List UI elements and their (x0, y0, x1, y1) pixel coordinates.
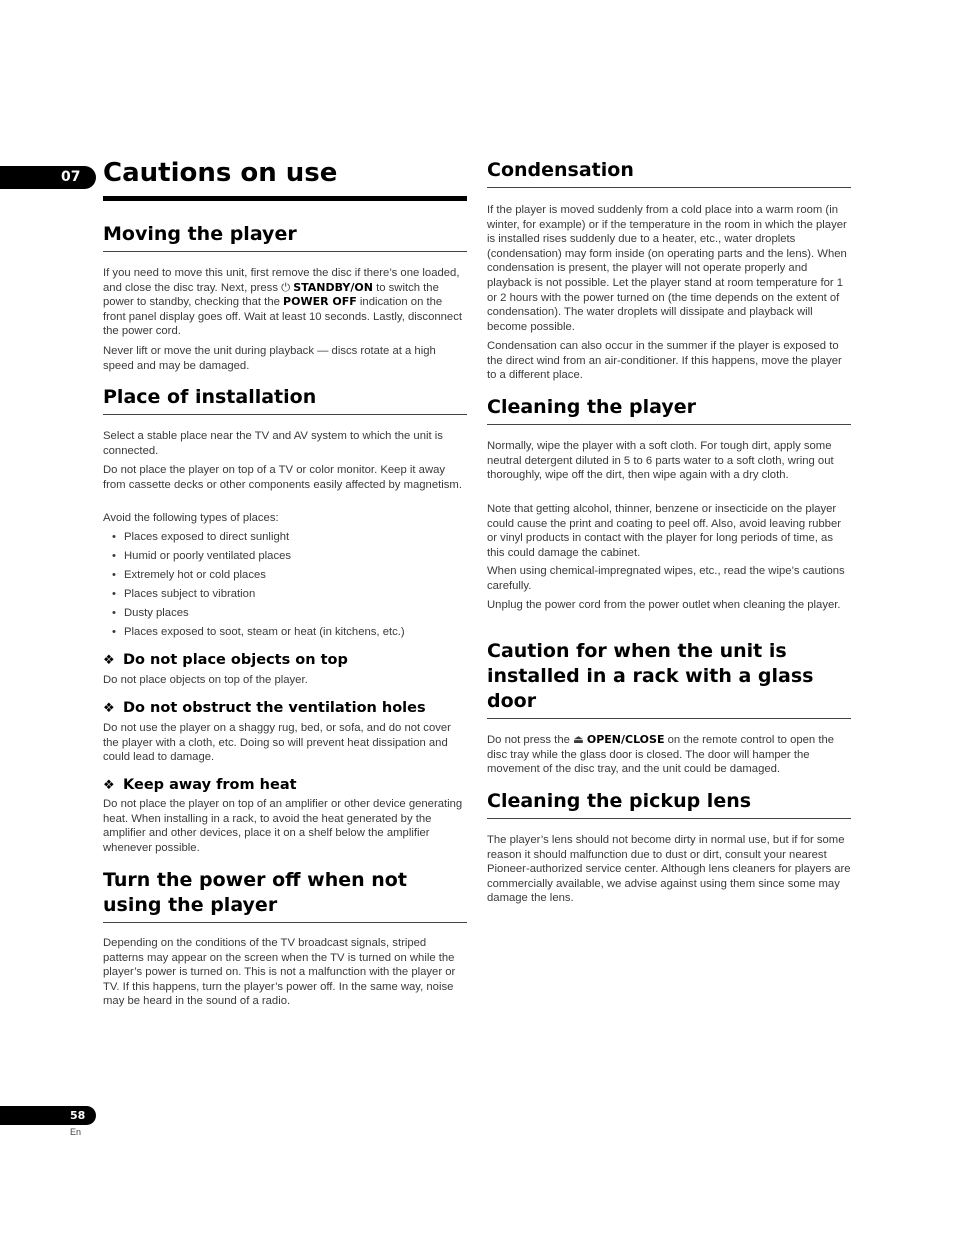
page-number: 58 (0, 1106, 96, 1125)
lens-heading: Cleaning the pickup lens (487, 789, 851, 819)
list-item: • Humid or poorly ventilated places (103, 547, 467, 566)
diamond-icon: ❖ (103, 701, 115, 716)
chapter-tab (0, 166, 96, 189)
cleaning-paragraph-2: Note that getting alcohol, thinner, benzene or insecticide on the player could cause the print and coating to peel off. Also, avoid leaving rubber or vinyl products in contact with the player for long periods of time, as this could damage the cabinet. (487, 503, 841, 559)
ventilation-paragraph: Do not use the player on a shaggy rug, bed, or sofa, and do not cover the player with a cloth, etc. Doing so will prevent heat dissipation and could lead to damage. (103, 722, 451, 764)
moving-heading: Moving the player (103, 222, 467, 252)
subheading-heat: ❖ Keep away from heat (103, 777, 297, 793)
installation-paragraph-1: Select a stable place near the TV and AV system to which the unit is connected. (103, 430, 443, 457)
cleaning-heading: Cleaning the player (487, 395, 851, 425)
subheading-ventilation: ❖ Do not obstruct the ventilation holes (103, 700, 426, 716)
lens-paragraph: The player’s lens should not become dirty in normal use, but if for some reason it should malfunction due to dust or dirt, consult your nearest Pioneer-authorized service center. Although lens cleaners for players are commercially available, we advise against using them since some may damage the lens. (487, 834, 851, 905)
diamond-icon: ❖ (103, 778, 115, 793)
objects-paragraph: Do not place objects on top of the player. (103, 674, 308, 686)
cleaning-paragraph-3: When using chemical-impregnated wipes, etc., read the wipe’s cautions carefully. (487, 565, 845, 592)
condensation-paragraph-2: Condensation can also occur in the summer if the player is exposed to the direct wind from an air-conditioner. If this happens, move the player to a different place. (487, 340, 842, 382)
installation-paragraph-3: Avoid the following types of places: (103, 512, 279, 524)
list-item: • Places exposed to soot, steam or heat (in kitchens, etc.) (103, 623, 467, 642)
installation-paragraph-2: Do not place the player on top of a TV or color monitor. Keep it away from cassette decks or other components easily affected by magnetism. (103, 464, 462, 491)
eject-icon: ⏏ (573, 734, 587, 746)
diamond-icon: ❖ (103, 653, 115, 668)
cleaning-paragraph-4: Unplug the power cord from the power outlet when cleaning the player. (487, 599, 841, 611)
standby-on-label: STANDBY/ON (293, 280, 373, 294)
title-rule (103, 196, 467, 201)
list-item: • Dusty places (103, 604, 467, 623)
heat-paragraph: Do not place the player on top of an amplifier or other device generating heat. When installing in a rack, to avoid the heat generated by the amplifier and other devices, place it on a shelf below the amplifier whenever possible. (103, 798, 463, 854)
avoid-places-list (103, 528, 467, 642)
cleaning-paragraph-1: Normally, wipe the player with a soft cloth. For tough dirt, apply some neutral detergent diluted in 5 to 6 parts water to a soft cloth, wring out thoroughly, wipe off the dirt, then wipe again with a dry cloth. (487, 440, 834, 482)
list-item: • Places subject to vibration (103, 585, 467, 604)
condensation-heading: Condensation (487, 158, 851, 188)
chapter-number: 07 (61, 169, 81, 185)
power-icon: ⏻ (281, 281, 294, 294)
moving-paragraph-2: Never lift or move the unit during playback — discs rotate at a high speed and may be damaged. (103, 345, 436, 372)
page-title: Cautions on use (103, 158, 338, 188)
list-item: • Places exposed to direct sunlight (103, 528, 467, 547)
moving-paragraph-1: If you need to move this unit, first remove the disc if there’s one loaded, and close the disc tray. Next, press ⏻ STANDBY/ON to switch the power to standby, checking that the POWER OFF indication on the front panel display goes off. Wait at least 10 seconds. Lastly, disconnect the power cord. (103, 267, 462, 338)
list-item: • Extremely hot or cold places (103, 566, 467, 585)
power-off-label: POWER OFF (283, 295, 357, 309)
rack-heading: Caution for when the unit is installed in a rack with a glass door (487, 639, 851, 719)
power-off-paragraph: Depending on the conditions of the TV broadcast signals, striped patterns may appear on the screen when the TV is turned on while the player’s power is turned on. This is not a malfunction with the player or TV. If this happens, turn the player’s power off. In the same way, noise may be heard in the sound of a radio. (103, 937, 456, 1008)
rack-paragraph: Do not press the ⏏ OPEN/CLOSE on the remote control to open the disc tray while the glass door is closed. The door will hamper the movement of the disc tray, and the unit could be damaged. (487, 733, 835, 776)
power-off-heading: Turn the power off when not using the player (103, 868, 467, 923)
condensation-paragraph-1: If the player is moved suddenly from a cold place into a warm room (in winter, for example) or if the temperature in the room in which the player is installed rises suddenly due to a heater, etc., water droplets (condensation) may form inside (on operating parts and the lens). When condensation is present, the player will not operate properly and playback is not possible. Let the player stand at room temperature for 1 or 2 hours with the power turned on (the time depends on the extent of condensation). The water droplets will dissipate and playback will become possible. (487, 204, 847, 333)
subheading-objects: ❖ Do not place objects on top (103, 652, 348, 668)
open-close-label: OPEN/CLOSE (586, 733, 665, 746)
language-label: En (70, 1127, 82, 1137)
installation-heading: Place of installation (103, 385, 467, 415)
